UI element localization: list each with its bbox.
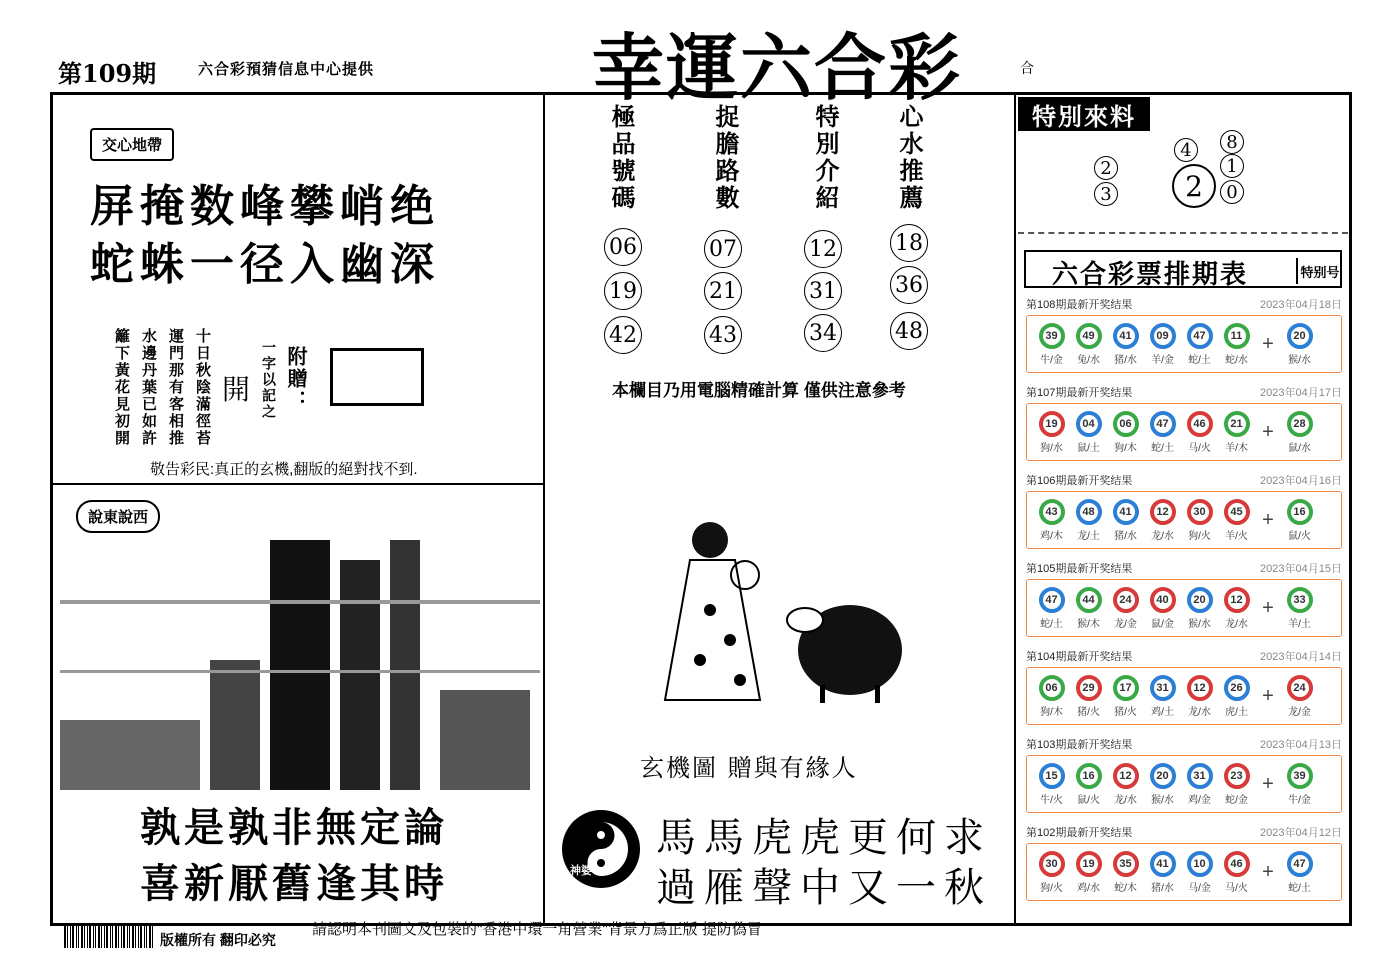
ball-item <box>1281 323 1318 366</box>
draw-balls <box>1026 755 1342 813</box>
lottery-ball: 31 <box>1187 763 1213 789</box>
provider-text: 六合彩預猜信息中心提供 <box>198 60 375 78</box>
ball-item <box>1181 323 1218 366</box>
ball-item <box>1281 411 1318 454</box>
poem-col-2: 運門那有客相推 <box>167 328 185 447</box>
ball-label: 牛/金 <box>1040 354 1063 366</box>
pick-number: 36 <box>890 266 928 304</box>
lottery-ball: 48 <box>1076 499 1102 525</box>
ball-label: 牛/金 <box>1288 794 1311 806</box>
ball-label: 猪/水 <box>1114 354 1137 366</box>
ball-label: 蛇/木 <box>1114 882 1137 894</box>
pick-number: 42 <box>604 316 642 354</box>
ball-item <box>1033 323 1070 366</box>
ball-label: 狗/木 <box>1114 442 1137 454</box>
ball-label: 猴/木 <box>1077 618 1100 630</box>
special-number: 8 <box>1220 130 1244 154</box>
ball-item <box>1181 763 1218 806</box>
barcode-bar <box>76 926 77 948</box>
open-label: 開 <box>222 373 251 406</box>
barcode-bar <box>93 926 94 948</box>
ball-item <box>1070 323 1107 366</box>
barcode-bar <box>98 926 100 948</box>
hint-text: 一字以記之 <box>260 340 276 420</box>
calc-note: 本欄目乃用電腦精確計算 僅供注意參考 <box>612 381 906 400</box>
ball-label: 蛇/土 <box>1188 354 1211 366</box>
barcode-bar <box>87 926 88 948</box>
draw-row <box>1026 824 1342 906</box>
lottery-ball: 16 <box>1287 499 1313 525</box>
issue-number: 第109期 <box>58 59 157 88</box>
draw-balls <box>1026 491 1342 549</box>
ball-label: 鸡/木 <box>1040 530 1063 542</box>
ball-label: 蛇/土 <box>1040 618 1063 630</box>
draw-row <box>1026 384 1342 466</box>
lottery-ball: 29 <box>1076 675 1102 701</box>
ball-item <box>1218 323 1255 366</box>
barcode-bar <box>121 926 122 948</box>
draw-row-header <box>1026 384 1342 400</box>
lottery-ball: 41 <box>1113 323 1139 349</box>
draw-title: 第103期最新开奖结果 <box>1026 739 1133 751</box>
barcode-bar <box>101 926 102 948</box>
ball-item <box>1144 587 1181 630</box>
special-head: 特別來料 <box>1018 97 1150 131</box>
ball-label: 龙/水 <box>1151 530 1174 542</box>
draw-date: 2023年04月14日 <box>1260 651 1342 663</box>
poem-line-1: 馬馬虎虎更何求 <box>656 815 992 861</box>
barcode-bar <box>110 926 111 948</box>
poem-col-4: 籬下黃花見初開 <box>113 328 131 447</box>
lottery-ball: 43 <box>1039 499 1065 525</box>
title-suffix: 合 <box>1020 61 1034 77</box>
lottery-ball: 28 <box>1287 411 1313 437</box>
ball-item <box>1218 675 1255 718</box>
ball-item <box>1281 499 1318 542</box>
draw-balls <box>1026 667 1342 725</box>
ball-label: 马/火 <box>1225 882 1248 894</box>
ball-item <box>1070 587 1107 630</box>
poem-col-3: 水邊丹葉已如許 <box>140 328 158 447</box>
barcode-bar <box>135 926 136 948</box>
page-title: 幸運六合彩 <box>592 25 963 110</box>
ball-label: 龙/金 <box>1114 618 1137 630</box>
section-tag-talk: 說東說西 <box>76 500 160 533</box>
special-divider <box>1018 232 1348 234</box>
ball-label: 猪/水 <box>1114 530 1137 542</box>
ball-label: 鸡/土 <box>1151 706 1174 718</box>
ball-item <box>1218 411 1255 454</box>
draw-row <box>1026 472 1342 554</box>
ball-label: 鼠/金 <box>1151 618 1174 630</box>
lottery-ball: 12 <box>1113 763 1139 789</box>
draw-row-header <box>1026 296 1342 312</box>
lottery-ball: 12 <box>1150 499 1176 525</box>
draw-row <box>1026 296 1342 378</box>
barcode-bar <box>138 926 139 948</box>
special-number: 3 <box>1094 182 1118 206</box>
pick-number: 48 <box>890 312 928 350</box>
draw-row-header <box>1026 472 1342 488</box>
draw-row <box>1026 560 1342 642</box>
headline-line-1: 屏掩数峰攀峭绝 <box>90 181 440 232</box>
special-number: 0 <box>1220 180 1244 204</box>
pick-number: 21 <box>704 272 742 310</box>
column-head-2: 捉膽路數 <box>711 104 740 212</box>
ball-label: 猪/水 <box>1151 882 1174 894</box>
barcode-bar <box>89 926 91 948</box>
pick-number: 31 <box>804 272 842 310</box>
ball-item <box>1144 851 1181 894</box>
barcode-bar <box>81 926 83 948</box>
draw-balls <box>1026 843 1342 901</box>
ball-item <box>1070 763 1107 806</box>
lottery-ball: 33 <box>1287 587 1313 613</box>
draw-title: 第102期最新开奖结果 <box>1026 827 1133 839</box>
ball-item <box>1281 763 1318 806</box>
draw-title: 第107期最新开奖结果 <box>1026 387 1133 399</box>
ball-item <box>1070 411 1107 454</box>
ball-label: 猴/水 <box>1188 618 1211 630</box>
plus-sign: + <box>1262 332 1274 355</box>
lottery-ball: 20 <box>1150 763 1176 789</box>
ball-item <box>1281 675 1318 718</box>
pick-number: 34 <box>804 314 842 352</box>
ball-label: 鸡/水 <box>1077 882 1100 894</box>
lottery-ball: 45 <box>1224 499 1250 525</box>
ball-item <box>1033 411 1070 454</box>
ball-item <box>1033 587 1070 630</box>
ball-item <box>1107 675 1144 718</box>
draw-date: 2023年04月17日 <box>1260 387 1342 399</box>
ball-label: 蛇/土 <box>1288 882 1311 894</box>
gift-box <box>330 348 424 406</box>
ball-label: 蛇/土 <box>1151 442 1174 454</box>
barcode <box>64 926 156 948</box>
ball-item <box>1144 499 1181 542</box>
ball-item <box>1218 587 1255 630</box>
ball-label: 猴/水 <box>1288 354 1311 366</box>
ball-label: 马/金 <box>1188 882 1211 894</box>
headline-line-2: 蛇蛛一径入幽深 <box>90 239 440 290</box>
draw-row <box>1026 648 1342 730</box>
seal-text: 神婆 <box>570 864 592 877</box>
ball-item <box>1107 411 1144 454</box>
pick-number: 12 <box>804 230 842 268</box>
lottery-ball: 30 <box>1187 499 1213 525</box>
ball-item <box>1107 851 1144 894</box>
lottery-ball: 24 <box>1113 587 1139 613</box>
barcode-bar <box>123 926 125 948</box>
ball-label: 马/火 <box>1188 442 1211 454</box>
barcode-bar <box>112 926 113 948</box>
plus-sign: + <box>1262 420 1274 443</box>
ball-label: 猴/水 <box>1151 794 1174 806</box>
schedule-title: 六合彩票排期表 <box>1052 260 1249 290</box>
lottery-ball: 04 <box>1076 411 1102 437</box>
pick-number: 06 <box>604 228 642 266</box>
draw-row-header <box>1026 824 1342 840</box>
barcode-bar <box>70 926 71 948</box>
ball-label: 牛/火 <box>1040 794 1063 806</box>
lottery-ball: 10 <box>1187 851 1213 877</box>
poem-columns <box>112 328 212 447</box>
draw-balls <box>1026 403 1342 461</box>
footer-note: 請認明本刊圖文及包裝的"香港中環一角營業"背景方爲正版 提防偽冒 <box>312 921 762 938</box>
special-number: 1 <box>1220 154 1244 178</box>
ball-label: 猪/火 <box>1114 706 1137 718</box>
lottery-ball: 39 <box>1287 763 1313 789</box>
ball-label: 蛇/水 <box>1225 354 1248 366</box>
ball-label: 鸡/金 <box>1188 794 1211 806</box>
ball-label: 兔/水 <box>1077 354 1100 366</box>
lottery-ball: 47 <box>1287 851 1313 877</box>
ball-item <box>1107 587 1144 630</box>
divider-left <box>543 92 545 926</box>
draw-date: 2023年04月16日 <box>1260 475 1342 487</box>
verse-line-1: 孰是孰非無定論 <box>140 804 448 851</box>
draw-row <box>1026 736 1342 818</box>
ball-item <box>1181 851 1218 894</box>
lottery-ball: 26 <box>1224 675 1250 701</box>
ball-item <box>1070 675 1107 718</box>
warning-text: 敬告彩民:真正的玄機,翻版的絕對找不到. <box>150 461 418 478</box>
barcode-bar <box>132 926 134 948</box>
noise-photo <box>60 540 540 790</box>
barcode-bar <box>146 926 147 948</box>
poem-col-1: 十日秋陰滿徑苔 <box>194 328 212 447</box>
plus-sign: + <box>1262 860 1274 883</box>
special-number: 4 <box>1174 138 1198 162</box>
ball-item <box>1144 411 1181 454</box>
ball-label: 虎/土 <box>1225 706 1248 718</box>
lottery-ball: 21 <box>1224 411 1250 437</box>
lottery-ball: 41 <box>1113 499 1139 525</box>
ball-item <box>1144 675 1181 718</box>
ball-item <box>1281 587 1318 630</box>
lottery-ball: 30 <box>1039 851 1065 877</box>
draw-title: 第105期最新开奖结果 <box>1026 563 1133 575</box>
lottery-ball: 09 <box>1150 323 1176 349</box>
lottery-ball: 31 <box>1150 675 1176 701</box>
ball-label: 龙/金 <box>1288 706 1311 718</box>
barcode-bar <box>152 926 153 948</box>
city-photo-illustration <box>60 540 540 790</box>
ball-item <box>1181 675 1218 718</box>
plus-sign: + <box>1262 596 1274 619</box>
gift-label: 附贈： <box>284 346 308 412</box>
ball-label: 蛇/金 <box>1225 794 1248 806</box>
ball-item <box>1033 851 1070 894</box>
lottery-ball: 19 <box>1039 411 1065 437</box>
lottery-ball: 06 <box>1039 675 1065 701</box>
ball-item <box>1218 763 1255 806</box>
ball-label: 鼠/火 <box>1288 530 1311 542</box>
lottery-ball: 46 <box>1187 411 1213 437</box>
ball-label: 龙/水 <box>1225 618 1248 630</box>
ball-item <box>1107 763 1144 806</box>
ball-item <box>1181 411 1218 454</box>
ball-item <box>1218 851 1255 894</box>
draw-date: 2023年04月15日 <box>1260 563 1342 575</box>
lottery-ball: 47 <box>1150 411 1176 437</box>
mystery-illustration <box>640 520 920 720</box>
ball-label: 狗/火 <box>1040 882 1063 894</box>
draw-title: 第104期最新开奖结果 <box>1026 651 1133 663</box>
barcode-bar <box>84 926 85 948</box>
ball-label: 鼠/土 <box>1077 442 1100 454</box>
barcode-icon <box>64 926 156 948</box>
pick-number: 19 <box>604 272 642 310</box>
ball-item <box>1144 763 1181 806</box>
draw-row-header <box>1026 648 1342 664</box>
lottery-ball: 46 <box>1224 851 1250 877</box>
poem-line-2: 過雁聲中又一秋 <box>656 865 992 911</box>
lottery-ball: 47 <box>1187 323 1213 349</box>
ball-label: 羊/土 <box>1288 618 1311 630</box>
lottery-ball: 20 <box>1287 323 1313 349</box>
schedule-tag: 特别号 <box>1296 258 1342 284</box>
ball-item <box>1281 851 1318 894</box>
ball-item <box>1107 499 1144 542</box>
ball-label: 鼠/火 <box>1077 794 1100 806</box>
ball-label: 羊/木 <box>1225 442 1248 454</box>
lottery-ball: 24 <box>1287 675 1313 701</box>
ball-label: 狗/木 <box>1040 706 1063 718</box>
ball-label: 龙/土 <box>1077 530 1100 542</box>
draw-date: 2023年04月18日 <box>1260 299 1342 311</box>
special-number: 2 <box>1094 156 1118 180</box>
ball-item <box>1144 323 1181 366</box>
ball-item <box>1033 763 1070 806</box>
barcode-bar <box>72 926 74 948</box>
ball-label: 羊/火 <box>1225 530 1248 542</box>
special-main-number: 2 <box>1172 164 1216 208</box>
column-head-3: 特別介紹 <box>811 104 840 212</box>
barcode-bar <box>67 926 68 948</box>
ball-item <box>1181 499 1218 542</box>
column-head-1: 極品號碼 <box>607 104 636 212</box>
barcode-bar <box>127 926 128 948</box>
plus-sign: + <box>1262 772 1274 795</box>
lottery-ball: 15 <box>1039 763 1065 789</box>
lottery-ball: 49 <box>1076 323 1102 349</box>
verse-line-2: 喜新厭舊逢其時 <box>140 860 448 907</box>
ball-label: 龙/水 <box>1188 706 1211 718</box>
lottery-ball: 06 <box>1113 411 1139 437</box>
barcode-bar <box>118 926 119 948</box>
draw-title: 第108期最新开奖结果 <box>1026 299 1133 311</box>
barcode-bar <box>104 926 105 948</box>
draw-balls <box>1026 579 1342 637</box>
copyright-text: 版權所有 翻印必究 <box>160 932 276 948</box>
barcode-bar <box>115 926 117 948</box>
lottery-ball: 44 <box>1076 587 1102 613</box>
lottery-ball: 20 <box>1187 587 1213 613</box>
section-tag-heart: 交心地帶 <box>90 128 174 161</box>
ball-item <box>1070 851 1107 894</box>
illustration-caption: 玄機圖 贈與有緣人 <box>640 754 858 782</box>
lottery-ball: 12 <box>1187 675 1213 701</box>
lottery-ball: 40 <box>1150 587 1176 613</box>
pick-number: 07 <box>704 230 742 268</box>
draw-row-header <box>1026 560 1342 576</box>
pick-number: 18 <box>890 224 928 262</box>
plus-sign: + <box>1262 684 1274 707</box>
lottery-ball: 23 <box>1224 763 1250 789</box>
barcode-bar <box>144 926 145 948</box>
barcode-bar <box>149 926 151 948</box>
divider-left-horizontal <box>50 483 545 485</box>
draw-title: 第106期最新开奖结果 <box>1026 475 1133 487</box>
ball-item <box>1181 587 1218 630</box>
ball-item <box>1033 675 1070 718</box>
pick-number: 43 <box>704 316 742 354</box>
barcode-bar <box>106 926 108 948</box>
lottery-ball: 47 <box>1039 587 1065 613</box>
ball-item <box>1218 499 1255 542</box>
column-head-4: 心水推薦 <box>895 104 924 212</box>
barcode-bar <box>78 926 79 948</box>
draw-date: 2023年04月12日 <box>1260 827 1342 839</box>
barcode-bar <box>129 926 130 948</box>
plus-sign: + <box>1262 508 1274 531</box>
ball-label: 狗/火 <box>1188 530 1211 542</box>
ball-label: 狗/水 <box>1040 442 1063 454</box>
lottery-ball: 17 <box>1113 675 1139 701</box>
divider-right <box>1014 92 1016 926</box>
lottery-ball: 11 <box>1224 323 1250 349</box>
lottery-ball: 39 <box>1039 323 1065 349</box>
ball-item <box>1033 499 1070 542</box>
lottery-ball: 12 <box>1224 587 1250 613</box>
lottery-ball: 35 <box>1113 851 1139 877</box>
barcode-bar <box>95 926 96 948</box>
ball-item <box>1070 499 1107 542</box>
ball-item <box>1107 323 1144 366</box>
ball-label: 猪/火 <box>1077 706 1100 718</box>
lady-and-sheep-image <box>640 520 920 720</box>
draw-date: 2023年04月13日 <box>1260 739 1342 751</box>
draw-row-header <box>1026 736 1342 752</box>
draw-balls <box>1026 315 1342 373</box>
lottery-ball: 19 <box>1076 851 1102 877</box>
lottery-ball: 41 <box>1150 851 1176 877</box>
ball-label: 鼠/水 <box>1288 442 1311 454</box>
ball-label: 龙/水 <box>1114 794 1137 806</box>
barcode-bar <box>64 926 66 948</box>
ball-label: 羊/金 <box>1151 354 1174 366</box>
barcode-bar <box>140 926 142 948</box>
lottery-ball: 16 <box>1076 763 1102 789</box>
